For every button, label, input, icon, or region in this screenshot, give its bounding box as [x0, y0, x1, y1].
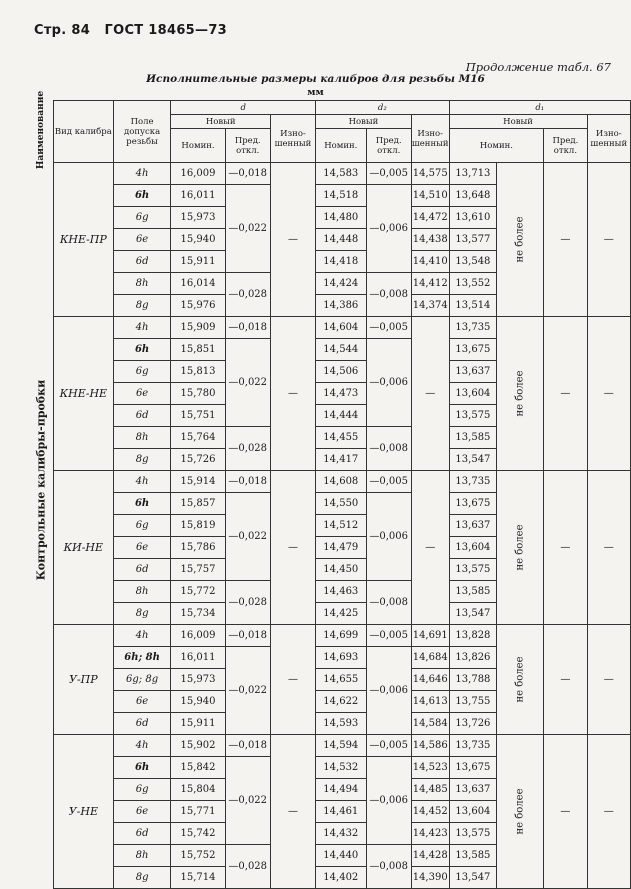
tolerance-field: 6e: [113, 801, 171, 823]
table-row: [54, 163, 631, 185]
tolerance-field: 8g: [113, 295, 171, 317]
d-deviation: —0,028: [225, 273, 270, 317]
d-deviation: —0,028: [225, 845, 270, 889]
d-nominal: 15,909: [171, 317, 225, 339]
d1-nominal: 13,755: [449, 691, 497, 713]
d1-worn: —: [587, 735, 630, 889]
col-d1-nominal: Номин.: [449, 129, 544, 163]
d-nominal: 15,914: [171, 471, 225, 493]
d-deviation: —0,022: [225, 647, 270, 735]
page-number: Стр. 84: [34, 23, 91, 38]
d1-worn: —: [587, 317, 630, 471]
page-header: [34, 23, 227, 38]
tolerance-field: 8g: [113, 449, 171, 471]
d2-nominal: 14,424: [316, 273, 366, 295]
d2-nominal: 14,622: [316, 691, 366, 713]
d1-nominal: 13,713: [449, 163, 497, 185]
d2-worn: 14,485: [411, 779, 449, 801]
table-row: [54, 735, 631, 757]
d-nominal: 15,857: [171, 493, 225, 515]
d1-limit-note: не более: [497, 317, 544, 471]
d2-worn: 14,452: [411, 801, 449, 823]
d-worn: —: [270, 625, 315, 735]
tolerance-field: 6e: [113, 537, 171, 559]
d2-deviation: —0,006: [366, 647, 411, 735]
tolerance-field: 6g: [113, 361, 171, 383]
d-worn: —: [270, 163, 315, 317]
d1-deviation: —: [544, 317, 587, 471]
d2-worn: 14,646: [411, 669, 449, 691]
col-d2-worn: Изно-шенный: [411, 115, 449, 163]
d2-nominal: 14,418: [316, 251, 366, 273]
tolerance-field: 6d: [113, 823, 171, 845]
col-d-new: Новый: [171, 115, 270, 129]
d1-nominal: 13,828: [449, 625, 497, 647]
d2-nominal: 14,455: [316, 427, 366, 449]
d-worn: —: [270, 471, 315, 625]
d2-deviation: —0,005: [366, 163, 411, 185]
col-d: d: [171, 101, 316, 115]
d2-nominal: 14,532: [316, 757, 366, 779]
tolerance-field: 6h: [113, 493, 171, 515]
d2-worn: 14,423: [411, 823, 449, 845]
d2-nominal: 14,594: [316, 735, 366, 757]
d2-nominal: 14,425: [316, 603, 366, 625]
table-head: [54, 101, 631, 163]
d-nominal: 15,813: [171, 361, 225, 383]
d2-nominal: 14,417: [316, 449, 366, 471]
d2-deviation: —0,006: [366, 339, 411, 427]
d1-nominal: 13,552: [449, 273, 497, 295]
d1-nominal: 13,726: [449, 713, 497, 735]
calibre-kind: У-ПР: [54, 625, 114, 735]
d1-nominal: 13,577: [449, 229, 497, 251]
d1-nominal: 13,637: [449, 361, 497, 383]
col-d2-nominal: Номин.: [316, 129, 366, 163]
col-d1-new: Новый: [449, 115, 587, 129]
d2-worn: 14,586: [411, 735, 449, 757]
d-nominal: 16,014: [171, 273, 225, 295]
d1-worn: —: [587, 471, 630, 625]
d-nominal: 15,819: [171, 515, 225, 537]
d-nominal: 15,851: [171, 339, 225, 361]
d2-worn: 14,412: [411, 273, 449, 295]
d-nominal: 15,842: [171, 757, 225, 779]
d-nominal: 16,009: [171, 163, 225, 185]
d-nominal: 15,772: [171, 581, 225, 603]
d-deviation: —0,018: [225, 163, 270, 185]
d-nominal: 15,742: [171, 823, 225, 845]
d-nominal: 15,973: [171, 207, 225, 229]
d-nominal: 15,734: [171, 603, 225, 625]
side-header: Наименование: [36, 90, 46, 170]
d-nominal: 16,011: [171, 185, 225, 207]
d1-nominal: 13,547: [449, 449, 497, 471]
d2-nominal: 14,608: [316, 471, 366, 493]
tolerance-field: 6d: [113, 559, 171, 581]
d1-nominal: 13,735: [449, 317, 497, 339]
d2-nominal: 14,480: [316, 207, 366, 229]
d1-deviation: —: [544, 735, 587, 889]
tolerance-field: 6d: [113, 713, 171, 735]
table-body: [54, 163, 631, 889]
col-tol-field: Поле допуска резьбы: [113, 101, 171, 163]
table-title: Исполнительные размеры калибров для резьбы М16: [146, 73, 485, 85]
d2-worn: 14,613: [411, 691, 449, 713]
d1-worn: —: [587, 625, 630, 735]
d1-nominal: 13,547: [449, 867, 497, 889]
d2-worn: 14,438: [411, 229, 449, 251]
d2-nominal: 14,693: [316, 647, 366, 669]
tolerance-field: 8g: [113, 603, 171, 625]
d1-deviation: —: [544, 625, 587, 735]
d-deviation: —0,018: [225, 625, 270, 647]
d2-nominal: 14,386: [316, 295, 366, 317]
d1-nominal: 13,675: [449, 339, 497, 361]
tolerance-field: 4h: [113, 163, 171, 185]
d2-nominal: 14,473: [316, 383, 366, 405]
d2-deviation: —0,006: [366, 185, 411, 273]
d-nominal: 15,780: [171, 383, 225, 405]
d2-worn: 14,410: [411, 251, 449, 273]
tolerance-field: 8h: [113, 581, 171, 603]
d-nominal: 15,976: [171, 295, 225, 317]
d-nominal: 15,764: [171, 427, 225, 449]
tolerance-field: 6d: [113, 251, 171, 273]
d2-worn: 14,584: [411, 713, 449, 735]
d-nominal: 16,009: [171, 625, 225, 647]
d1-nominal: 13,735: [449, 471, 497, 493]
d1-limit-note: не более: [497, 735, 544, 889]
d-worn: —: [270, 735, 315, 889]
d1-nominal: 13,604: [449, 801, 497, 823]
tolerance-field: 4h: [113, 735, 171, 757]
d2-nominal: 14,544: [316, 339, 366, 361]
d2-nominal: 14,550: [316, 493, 366, 515]
col-d1-deviation: Пред. откл.: [544, 129, 587, 163]
tolerance-field: 8h: [113, 845, 171, 867]
d1-nominal: 13,585: [449, 845, 497, 867]
d-nominal: 15,752: [171, 845, 225, 867]
d2-deviation: —0,005: [366, 735, 411, 757]
calibre-kind: КНЕ-ПР: [54, 163, 114, 317]
d2-nominal: 14,461: [316, 801, 366, 823]
tolerance-field: 8h: [113, 273, 171, 295]
d-nominal: 15,911: [171, 713, 225, 735]
d2-nominal: 14,604: [316, 317, 366, 339]
d-nominal: 15,804: [171, 779, 225, 801]
d2-nominal: 14,512: [316, 515, 366, 537]
tolerance-field: 6h; 8h: [113, 647, 171, 669]
d2-nominal: 14,450: [316, 559, 366, 581]
d1-nominal: 13,675: [449, 757, 497, 779]
tolerance-field: 6e: [113, 383, 171, 405]
d-deviation: —0,022: [225, 757, 270, 845]
group-label: Контрольные калибры-пробки: [34, 379, 48, 581]
d1-nominal: 13,637: [449, 515, 497, 537]
d2-nominal: 14,402: [316, 867, 366, 889]
calibre-table: [53, 100, 631, 889]
tolerance-field: 4h: [113, 625, 171, 647]
d1-deviation: —: [544, 471, 587, 625]
d-deviation: —0,018: [225, 735, 270, 757]
col-d2-deviation: Пред. откл.: [366, 129, 411, 163]
d1-nominal: 13,826: [449, 647, 497, 669]
d2-nominal: 14,699: [316, 625, 366, 647]
d2-worn: 14,390: [411, 867, 449, 889]
d2-worn: 14,691: [411, 625, 449, 647]
d-nominal: 15,911: [171, 251, 225, 273]
d2-nominal: 14,440: [316, 845, 366, 867]
d2-worn: —: [411, 471, 449, 625]
col-d-deviation: Пред. откл.: [225, 129, 270, 163]
d1-limit-note: не более: [497, 471, 544, 625]
d2-nominal: 14,432: [316, 823, 366, 845]
d-nominal: 15,757: [171, 559, 225, 581]
d1-nominal: 13,548: [449, 251, 497, 273]
d1-nominal: 13,575: [449, 405, 497, 427]
d1-nominal: 13,648: [449, 185, 497, 207]
d1-nominal: 13,547: [449, 603, 497, 625]
col-d1: d₁: [449, 101, 630, 115]
d2-nominal: 14,583: [316, 163, 366, 185]
table-unit: мм: [307, 87, 324, 98]
tolerance-field: 6h: [113, 185, 171, 207]
d-deviation: —0,022: [225, 493, 270, 581]
d2-nominal: 14,593: [316, 713, 366, 735]
d1-limit-note: не более: [497, 625, 544, 735]
d1-nominal: 13,514: [449, 295, 497, 317]
col-kind: Вид калибра: [54, 101, 114, 163]
col-d2-new: Новый: [316, 115, 412, 129]
d1-nominal: 13,610: [449, 207, 497, 229]
d-deviation: —0,018: [225, 471, 270, 493]
tolerance-field: 6g; 8g: [113, 669, 171, 691]
d1-nominal: 13,585: [449, 581, 497, 603]
d2-nominal: 14,479: [316, 537, 366, 559]
tolerance-field: 6g: [113, 515, 171, 537]
d1-nominal: 13,735: [449, 735, 497, 757]
table-row: [54, 625, 631, 647]
d2-nominal: 14,518: [316, 185, 366, 207]
d2-worn: —: [411, 317, 449, 471]
d-deviation: —0,018: [225, 317, 270, 339]
d-nominal: 15,726: [171, 449, 225, 471]
d2-deviation: —0,005: [366, 471, 411, 493]
d2-worn: 14,510: [411, 185, 449, 207]
d-nominal: 15,751: [171, 405, 225, 427]
d2-worn: 14,575: [411, 163, 449, 185]
d2-deviation: —0,005: [366, 317, 411, 339]
d2-worn: 14,472: [411, 207, 449, 229]
d2-deviation: —0,008: [366, 845, 411, 889]
d1-limit-note: не более: [497, 163, 544, 317]
d1-nominal: 13,604: [449, 383, 497, 405]
d2-worn: 14,374: [411, 295, 449, 317]
continuation-note: Продолжение табл. 67: [465, 60, 611, 74]
tolerance-field: 6d: [113, 405, 171, 427]
d-nominal: 15,786: [171, 537, 225, 559]
table-row: [54, 317, 631, 339]
d1-nominal: 13,585: [449, 427, 497, 449]
d2-nominal: 14,494: [316, 779, 366, 801]
d2-worn: 14,428: [411, 845, 449, 867]
d2-deviation: —0,006: [366, 757, 411, 845]
d2-nominal: 14,506: [316, 361, 366, 383]
d-worn: —: [270, 317, 315, 471]
d2-nominal: 14,448: [316, 229, 366, 251]
d2-nominal: 14,444: [316, 405, 366, 427]
tolerance-field: 6e: [113, 691, 171, 713]
d-deviation: —0,022: [225, 185, 270, 273]
d2-nominal: 14,655: [316, 669, 366, 691]
d1-nominal: 13,575: [449, 559, 497, 581]
tolerance-field: 6e: [113, 229, 171, 251]
calibre-kind: КНЕ-НЕ: [54, 317, 114, 471]
calibre-kind: КИ-НЕ: [54, 471, 114, 625]
tolerance-field: 8g: [113, 867, 171, 889]
table-row: [54, 471, 631, 493]
d-nominal: 16,011: [171, 647, 225, 669]
d1-nominal: 13,637: [449, 779, 497, 801]
tolerance-field: 6h: [113, 757, 171, 779]
d1-nominal: 13,575: [449, 823, 497, 845]
col-d2: d₂: [316, 101, 449, 115]
d-deviation: —0,028: [225, 581, 270, 625]
d-nominal: 15,973: [171, 669, 225, 691]
tolerance-field: 6g: [113, 207, 171, 229]
calibre-kind: У-НЕ: [54, 735, 114, 889]
d1-nominal: 13,788: [449, 669, 497, 691]
d-nominal: 15,940: [171, 691, 225, 713]
col-d1-worn: Изно-шенный: [587, 115, 630, 163]
tolerance-field: 6h: [113, 339, 171, 361]
tolerance-field: 6g: [113, 779, 171, 801]
tolerance-field: 4h: [113, 317, 171, 339]
col-d-nominal: Номин.: [171, 129, 225, 163]
d2-deviation: —0,008: [366, 581, 411, 625]
d-nominal: 15,771: [171, 801, 225, 823]
d2-deviation: —0,005: [366, 625, 411, 647]
d-deviation: —0,022: [225, 339, 270, 427]
d2-deviation: —0,008: [366, 427, 411, 471]
d1-worn: —: [587, 163, 630, 317]
d1-deviation: —: [544, 163, 587, 317]
d1-nominal: 13,675: [449, 493, 497, 515]
d2-deviation: —0,006: [366, 493, 411, 581]
d-nominal: 15,902: [171, 735, 225, 757]
d2-nominal: 14,463: [316, 581, 366, 603]
standard-number: ГОСТ 18465—73: [104, 23, 228, 38]
d2-worn: 14,523: [411, 757, 449, 779]
tolerance-field: 4h: [113, 471, 171, 493]
d-deviation: —0,028: [225, 427, 270, 471]
col-d-worn: Изно-шенный: [270, 115, 315, 163]
d-nominal: 15,940: [171, 229, 225, 251]
d2-worn: 14,684: [411, 647, 449, 669]
d2-deviation: —0,008: [366, 273, 411, 317]
d1-nominal: 13,604: [449, 537, 497, 559]
d-nominal: 15,714: [171, 867, 225, 889]
tolerance-field: 8h: [113, 427, 171, 449]
